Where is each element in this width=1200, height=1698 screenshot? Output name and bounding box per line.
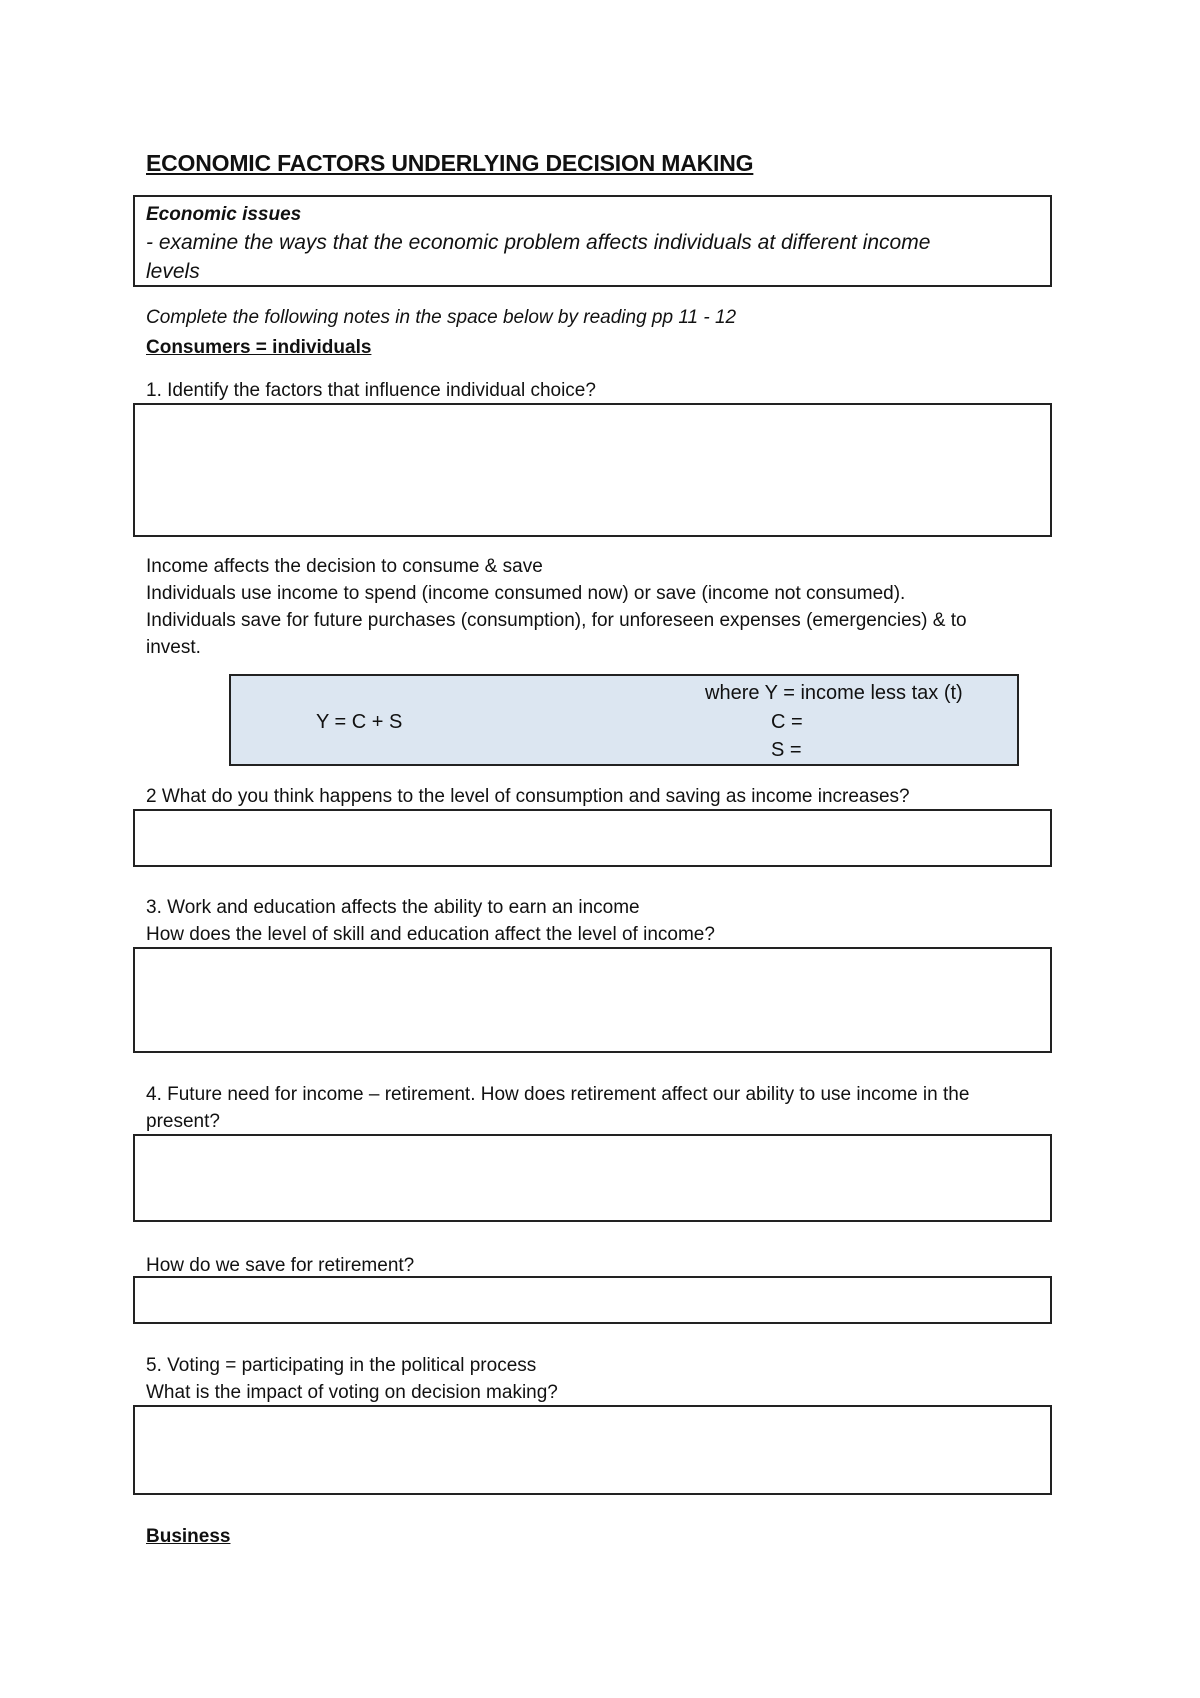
income-note-3: Individuals save for future purchases (consumption), for unforeseen expenses (emergencies) & to [146,610,967,631]
economic-issues-line-1: - examine the ways that the economic problem affects individuals at different income [146,231,931,254]
answer-box-5[interactable] [133,1405,1052,1495]
question-4b: How do we save for retirement? [146,1255,415,1276]
income-note-2: Individuals use income to spend (income consumed now) or save (income not consumed). [146,583,906,604]
question-5-line-2: What is the impact of voting on decision making? [146,1382,558,1403]
economic-issues-heading: Economic issues [146,204,302,225]
question-3-line-1: 3. Work and education affects the ability to earn an income [146,897,640,918]
income-note-4: invest. [146,637,201,658]
page-title: ECONOMIC FACTORS UNDERLYING DECISION MAKING [146,150,754,176]
question-1: 1. Identify the factors that influence individual choice? [146,380,596,401]
question-5-line-1: 5. Voting = participating in the political process [146,1355,537,1376]
formula-where-y: where Y = income less tax (t) [705,682,963,704]
question-3-line-2: How does the level of skill and education affect the level of income? [146,924,715,945]
economic-issues-box [133,195,1052,287]
question-2: 2 What do you think happens to the level of consumption and saving as income increases? [146,786,910,807]
business-heading: Business [146,1526,231,1547]
formula-s-definition: S = [771,739,802,761]
formula-c-definition: C = [771,711,803,733]
answer-box-1[interactable] [133,403,1052,537]
consumers-heading: Consumers = individuals [146,337,372,358]
instruction-text: Complete the following notes in the space below by reading pp 11 - 12 [146,307,737,328]
question-4-line-2: present? [146,1111,220,1132]
answer-box-4b[interactable] [133,1276,1052,1324]
answer-box-2[interactable] [133,809,1052,867]
income-note-1: Income affects the decision to consume & save [146,556,543,577]
question-4-line-1: 4. Future need for income – retirement. How does retirement affect our ability to use income in the [146,1084,970,1105]
answer-box-4[interactable] [133,1134,1052,1222]
formula-equation: Y = C + S [316,711,403,733]
economic-issues-line-2: levels [146,260,200,283]
formula-box [229,674,1019,766]
answer-box-3[interactable] [133,947,1052,1053]
